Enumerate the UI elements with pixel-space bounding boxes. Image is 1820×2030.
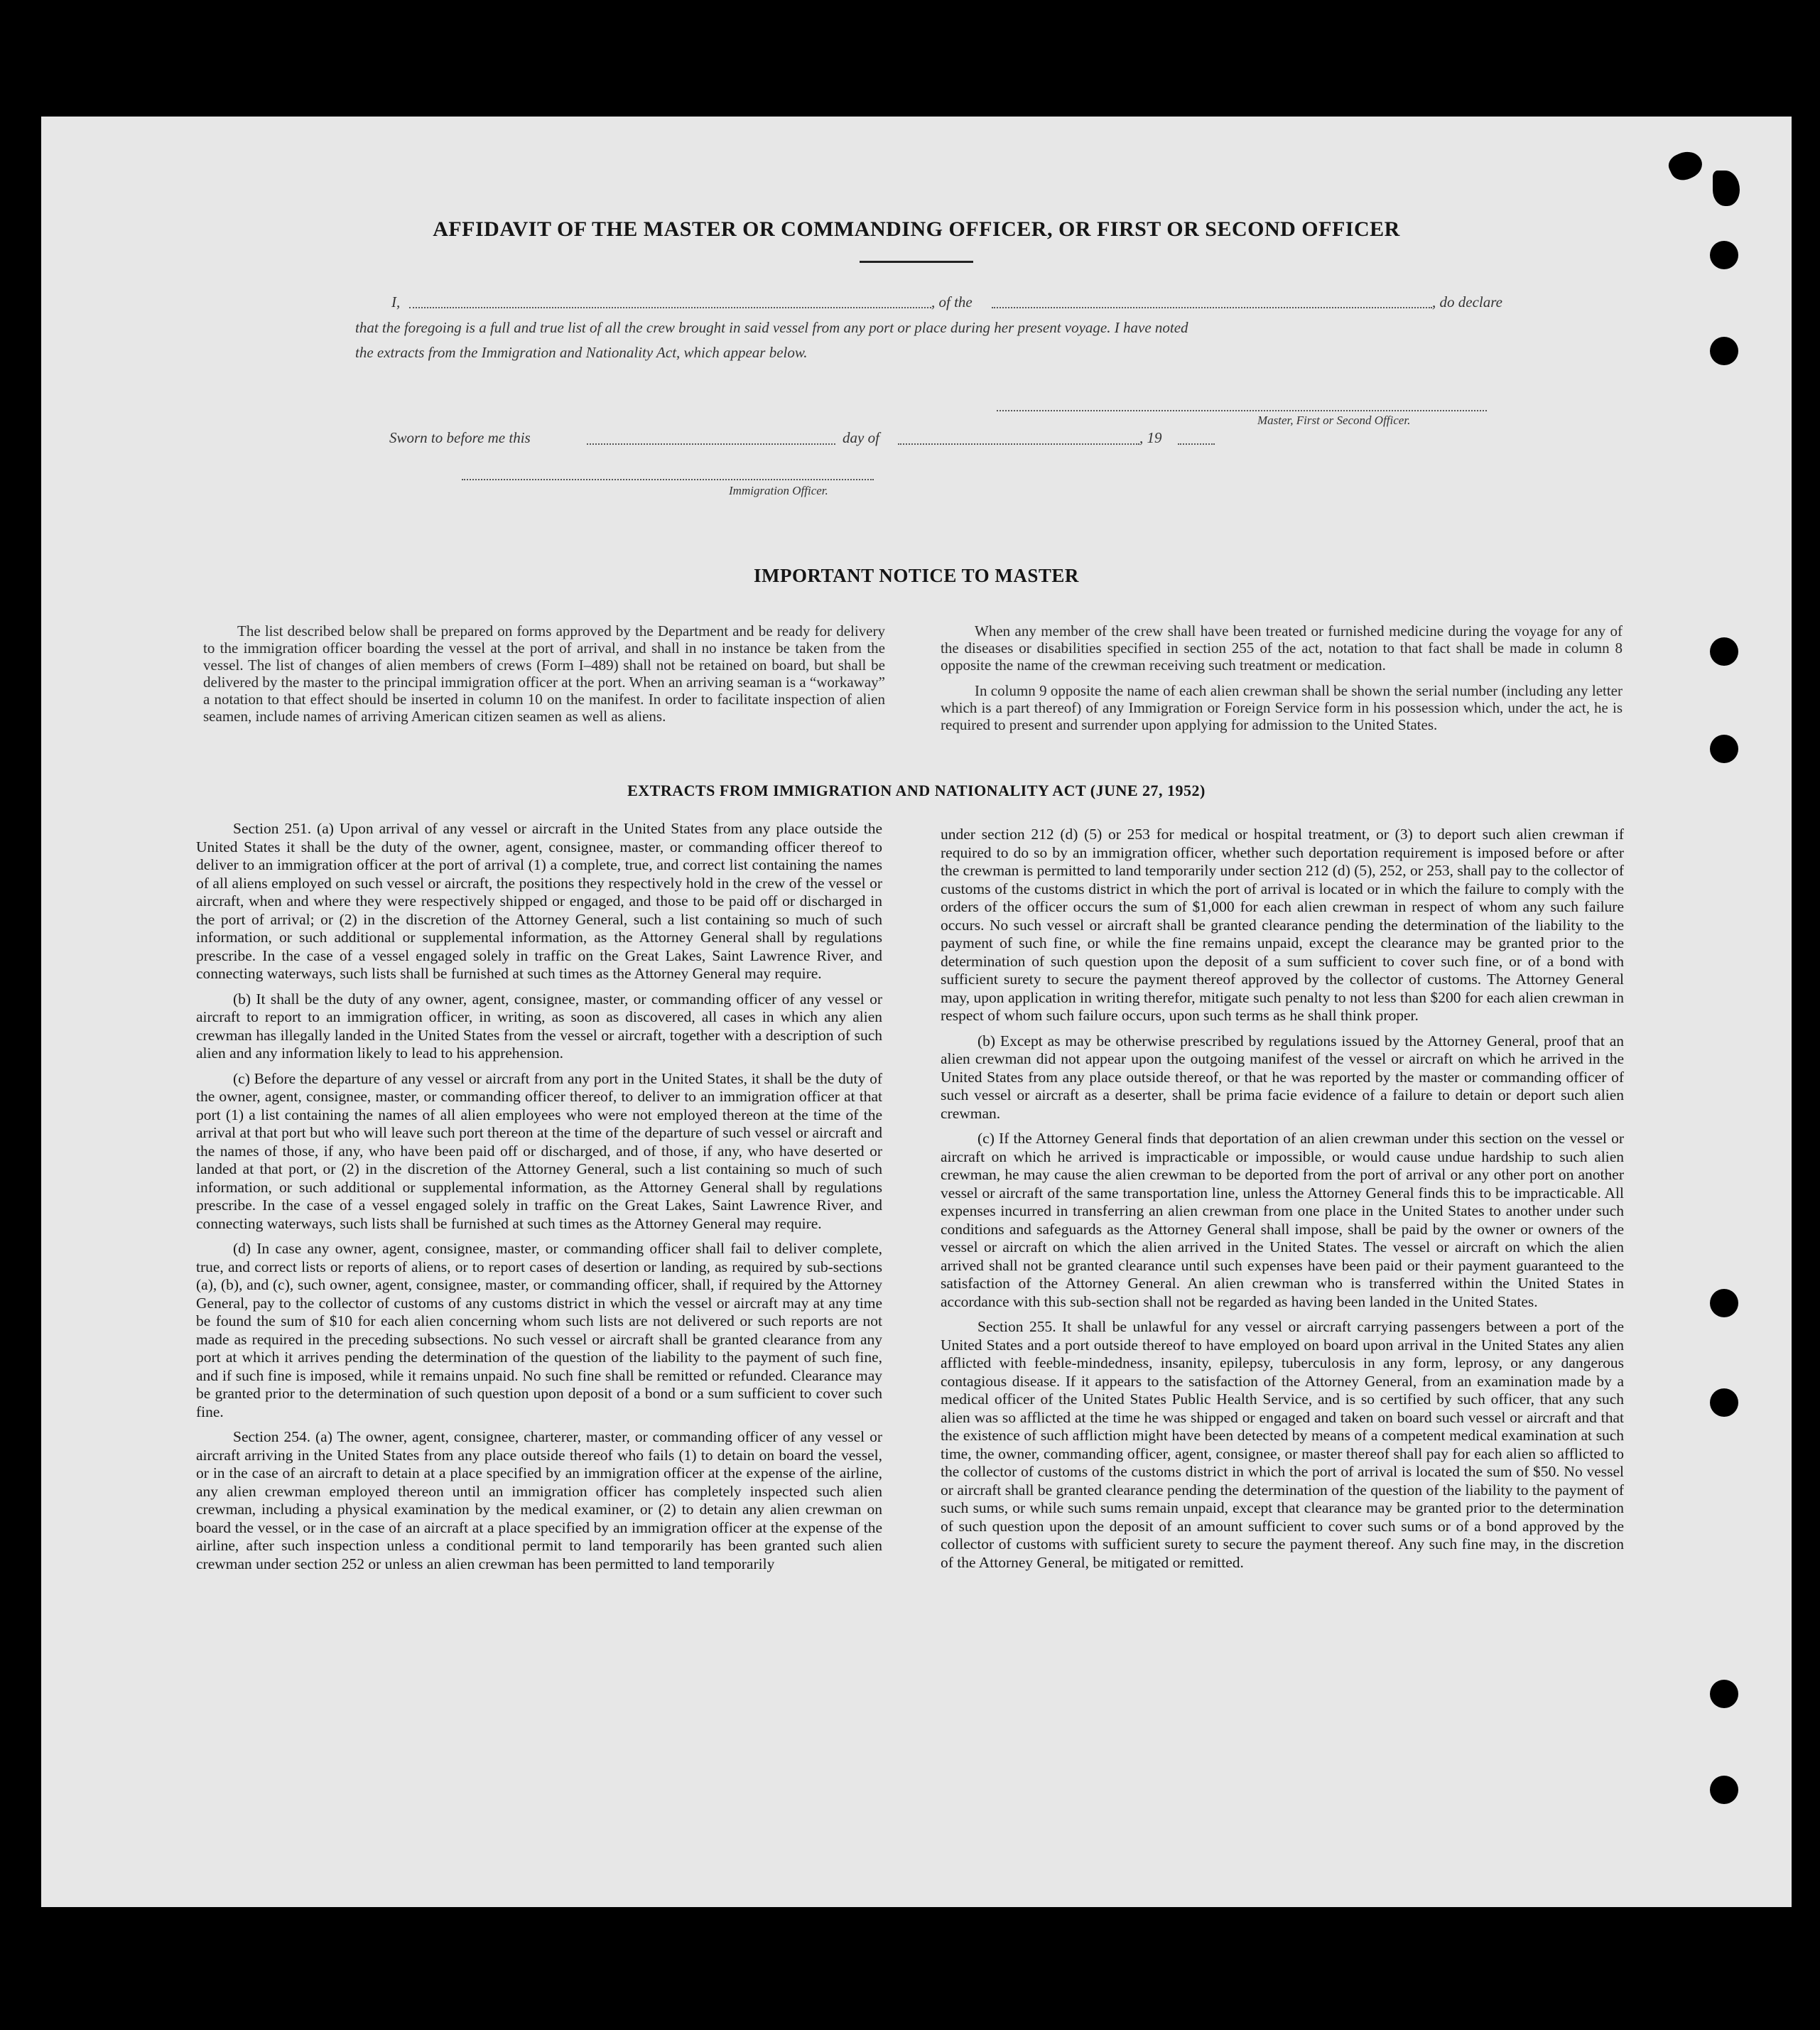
master-signature-line[interactable]	[997, 410, 1487, 411]
day-of-label: day of	[843, 429, 879, 446]
section-254-a: Section 254. (a) The owner, agent, consignee, charterer, master, or commanding officer of any vessel or aircraft arriving in the United States from any place outside thereof who fails (1) to detain on board the vessel, or in the case of an aircraft to detain at a place specified by an immigration officer at the expense of the airline, any alien crewman employed thereon until an immigration officer has completely inspected such alien crewman, including a physical examination by the medical examiner, or (2) to detain any alien crewman on board the vessel, or in the case of an aircraft at a place specified by an immigration officer at the expense of the airline, after such inspection unless a conditional permit to land temporarily has been granted such alien crewman under section 252 or unless an alien crewman has been permitted to land temporarily	[196, 1428, 882, 1572]
extracts-right-column	[941, 826, 1624, 1579]
affidavit-title: AFFIDAVIT OF THE MASTER OR COMMANDING OFFICER, OR FIRST OR SECOND OFFICER	[433, 217, 1400, 241]
form-sheet	[41, 117, 1792, 1907]
sworn-day-blank[interactable]	[587, 443, 835, 445]
declare-do-declare: , do declare	[1432, 293, 1502, 311]
extracts-title: EXTRACTS FROM IMMIGRATION AND NATIONALITY ACT (JUNE 27, 1952)	[627, 782, 1206, 799]
extracts-left-column	[196, 820, 882, 1580]
punch-hole	[1710, 637, 1738, 666]
name-blank[interactable]	[409, 307, 931, 308]
punch-hole	[1710, 1680, 1738, 1708]
notice-left	[203, 622, 885, 733]
master-label: Master, First or Second Officer.	[1257, 414, 1411, 427]
punch-hole	[1665, 146, 1706, 185]
section-254-a-cont: under section 212 (d) (5) or 253 for medical or hospital treatment, or (3) to deport such alien crewman if required to do so by an immigration officer, whether such deportation requirement is imposed before or after the crewman is permitted to land temporarily under section 212 (d) (5), 252, or 253, shall pay to the collector of customs of the customs district in which the port of arrival is located or in which the failure to comply with the orders of the officer occurs the sum of $1,000 for each alien crewman in respect of whom any such failure occurs. No such vessel or aircraft shall be granted clearance pending the determination of the liability to the payment of such fine, or while the fine remains unpaid, except the clearance may be granted prior to the determination of such question upon the deposit of a sum sufficient to cover such fine, or of a bond with sufficient surety to secure the payment thereof approved by the collector of customs. The Attorney General may, upon application in writing therefor, mitigate such penalty to not less than $200 for each alien crewman in respect of whom such failure occurs, upon such terms as he shall think proper.	[941, 826, 1624, 1024]
title-rule	[860, 261, 973, 263]
year-label: , 19	[1139, 429, 1162, 446]
section-254-b: (b) Except as may be otherwise prescribed by regulations issued by the Attorney General, proof that an alien crewman did not appear upon the outgoing manifest of the vessel or aircraft on which he arrived in the United States from any place outside thereof, or that he was reported by the master or commanding officer of such vessel or aircraft as a deserter, shall be prima facie evidence of a failure to detain or deport such alien crewman.	[941, 1032, 1624, 1122]
officer-signature-line[interactable]	[462, 479, 874, 480]
punch-hole	[1710, 337, 1738, 365]
sworn-month-blank[interactable]	[898, 443, 1139, 445]
officer-label: Immigration Officer.	[729, 484, 828, 497]
declare-of-the: , of the	[931, 293, 973, 311]
notice-left-text: The list described below shall be prepared on forms approved by the Department and be ready for delivery to the immigration officer boarding the vessel at the port of arrival, and shall in no instance be taken from the vessel. The list of changes of alien members of crews (Form I–489) shall not be retained on board, but shall be delivered by the master to the principal immigration officer at the port. When an arriving seaman is a “workaway” a notation to that effect should be inserted in column 10 on the manifest. In order to facilitate inspection of alien seamen, include names of arriving American citizen seamen as well as aliens.	[203, 622, 885, 725]
notice-right	[941, 622, 1623, 742]
section-251-b: (b) It shall be the duty of any owner, agent, consignee, master, or commanding officer of any vessel or aircraft to report to an immigration officer, in writing, as soon as discovered, all cases in which any alien crewman has illegally landed in the United States from the vessel or aircraft, together with a description of such alien and any information likely to lead to his apprehension.	[196, 990, 882, 1062]
punch-hole	[1710, 1388, 1738, 1417]
declare-i: I,	[391, 293, 401, 311]
vessel-blank[interactable]	[992, 307, 1432, 308]
section-251-d: (d) In case any owner, agent, consignee, master, or commanding officer shall fail to deliver complete, true, and correct lists or reports of aliens, or to report cases of desertion or landing, as required by sub-sections (a), (b), and (c), such owner, agent, consignee, master, or commanding officer, shall, if required by the Attorney General, pay to the collector of customs of any customs district in which the vessel or aircraft may at any time be found the sum of $10 for each alien concerning whom such lists are not delivered or such reports are not made as required in the preceding subsections. No such vessel or aircraft shall be granted clearance from any port at which it arrives pending the determination of the question of the liability to the payment of such fine, and if such fine is imposed, while it remains unpaid. No such fine shall be remitted or refunded. Clearance may be granted prior to the determination of such question upon deposit of a bond or a sum sufficient to cover such fine.	[196, 1240, 882, 1420]
punch-hole	[1713, 171, 1740, 206]
punch-hole	[1710, 1776, 1738, 1804]
section-254-c: (c) If the Attorney General finds that deportation of an alien crewman under this section on the vessel or aircraft on which he arrived is impracticable or impossible, or would cause undue hardship to such alien crewman, he may cause the alien crewman to be deported from the port of arrival or any other port on another vessel or aircraft of the same transportation line, unless the Attorney General finds this to be impracticable. All expenses incurred in transferring an alien crewman from one place in the United States to another under such conditions and safeguards as the Attorney General shall impose, shall be paid by the owner or owners of the vessel or aircraft on which the alien arrived in the United States. The vessel or aircraft on which the alien arrived shall not be granted clearance until such expenses have been paid or their payment guaranteed to the satisfaction of the Attorney General. An alien crewman who is transferred within the United States in accordance with this sub-section shall not be regarded as having been landed in the United States.	[941, 1130, 1624, 1310]
section-251-c: (c) Before the departure of any vessel or aircraft from any port in the United States, it shall be the duty of the owner, agent, consignee, master, or commanding officer thereof, to deliver to an immigration officer at that port (1) a list containing the names of all alien employees who were not employed thereon at the time of the arrival at that port but who will leave such port thereon at the time of the departure of such vessel or aircraft and the names of those, if any, who have been paid off or discharged, and of those, if any, who have deserted or landed at that port, or (2) in the discretion of the Attorney General, such a list containing so much of such information, or such additional or supplemental information, as the Attorney General shall by regulations prescribe. In the case of a vessel engaged solely in traffic on the Great Lakes, Saint Lawrence River, and connecting waterways, such lists shall be furnished at such times as the Attorney General may require.	[196, 1069, 882, 1232]
section-255: Section 255. It shall be unlawful for any vessel or aircraft carrying passengers between a port of the United States and a port outside thereof to have employed on board upon arrival in the United States any alien afflicted with feeble-mindedness, insanity, epilepsy, tuberculosis in any form, leprosy, or any dangerous contagious disease. If it appears to the satisfaction of the Attorney General, from an examination made by a medical officer of the United States Public Health Service, and is so certified by such officer, that any such alien was so afflicted at the time he was shipped or engaged and taken on board such vessel or aircraft and that the existence of such affliction might have been detected by means of a competent medical examination at such time, the owner, commanding officer, agent, consignee, or master thereof shall pay for each alien so afflicted to the collector of customs of the customs district in which the port of arrival is located the sum of $50. No vessel or aircraft shall be granted clearance pending the determination of the question of the liability to the payment of such sums, or while such sums remain unpaid, except that clearance may be granted prior to the determination of such question upon the deposit of an amount sufficient to cover such sums or of a bond approved by the collector of customs with sufficient surety to secure the payment thereof. Any such fine may, in the discretion of the Attorney General, be mitigated or remitted.	[941, 1318, 1624, 1571]
sworn-label: Sworn to before me this	[389, 429, 531, 446]
notice-right-p1: When any member of the crew shall have been treated or furnished medicine during the voyage for any of the diseases or disabilities specified in section 255 of the act, notation to that fact shall be made in column 8 opposite the name of the crewman receiving such treatment or medication.	[941, 622, 1623, 674]
punch-hole	[1710, 735, 1738, 763]
notice-right-p2: In column 9 opposite the name of each alien crewman shall be shown the serial number (including any letter which is a part thereof) of any Immigration or Foreign Service form in his possession which, under the act, he is required to present and surrender upon applying for admission to the United States.	[941, 682, 1623, 733]
statement-line-1: that the foregoing is a full and true list of all the crew brought in said vessel from any port or place during her present voyage. I have noted	[355, 319, 1188, 336]
statement-line-2: the extracts from the Immigration and Nationality Act, which appear below.	[355, 344, 808, 361]
punch-hole	[1710, 1289, 1738, 1317]
section-251-a: Section 251. (a) Upon arrival of any vessel or aircraft in the United States from any place outside the United States it shall be the duty of the owner, agent, consignee, master, or commanding officer thereof to deliver to an immigration officer at the port of arrival (1) a complete, true, and correct list containing the names of all aliens employed on such vessel or aircraft, the positions they respectively hold in the crew of the vessel or aircraft, when and where they were respectively shipped or engaged, and those to be paid off or discharged in the port of arrival; or (2) in the discretion of the Attorney General, such a list containing so much of such information, or such additional or supplemental information, as the Attorney General shall by regulations prescribe. In the case of a vessel engaged solely in traffic on the Great Lakes, Saint Lawrence River, and connecting waterways, such lists shall be furnished at such times as the Attorney General may require.	[196, 820, 882, 982]
notice-title: IMPORTANT NOTICE TO MASTER	[754, 565, 1079, 586]
punch-hole	[1710, 241, 1738, 269]
sworn-year-blank[interactable]	[1178, 443, 1215, 445]
